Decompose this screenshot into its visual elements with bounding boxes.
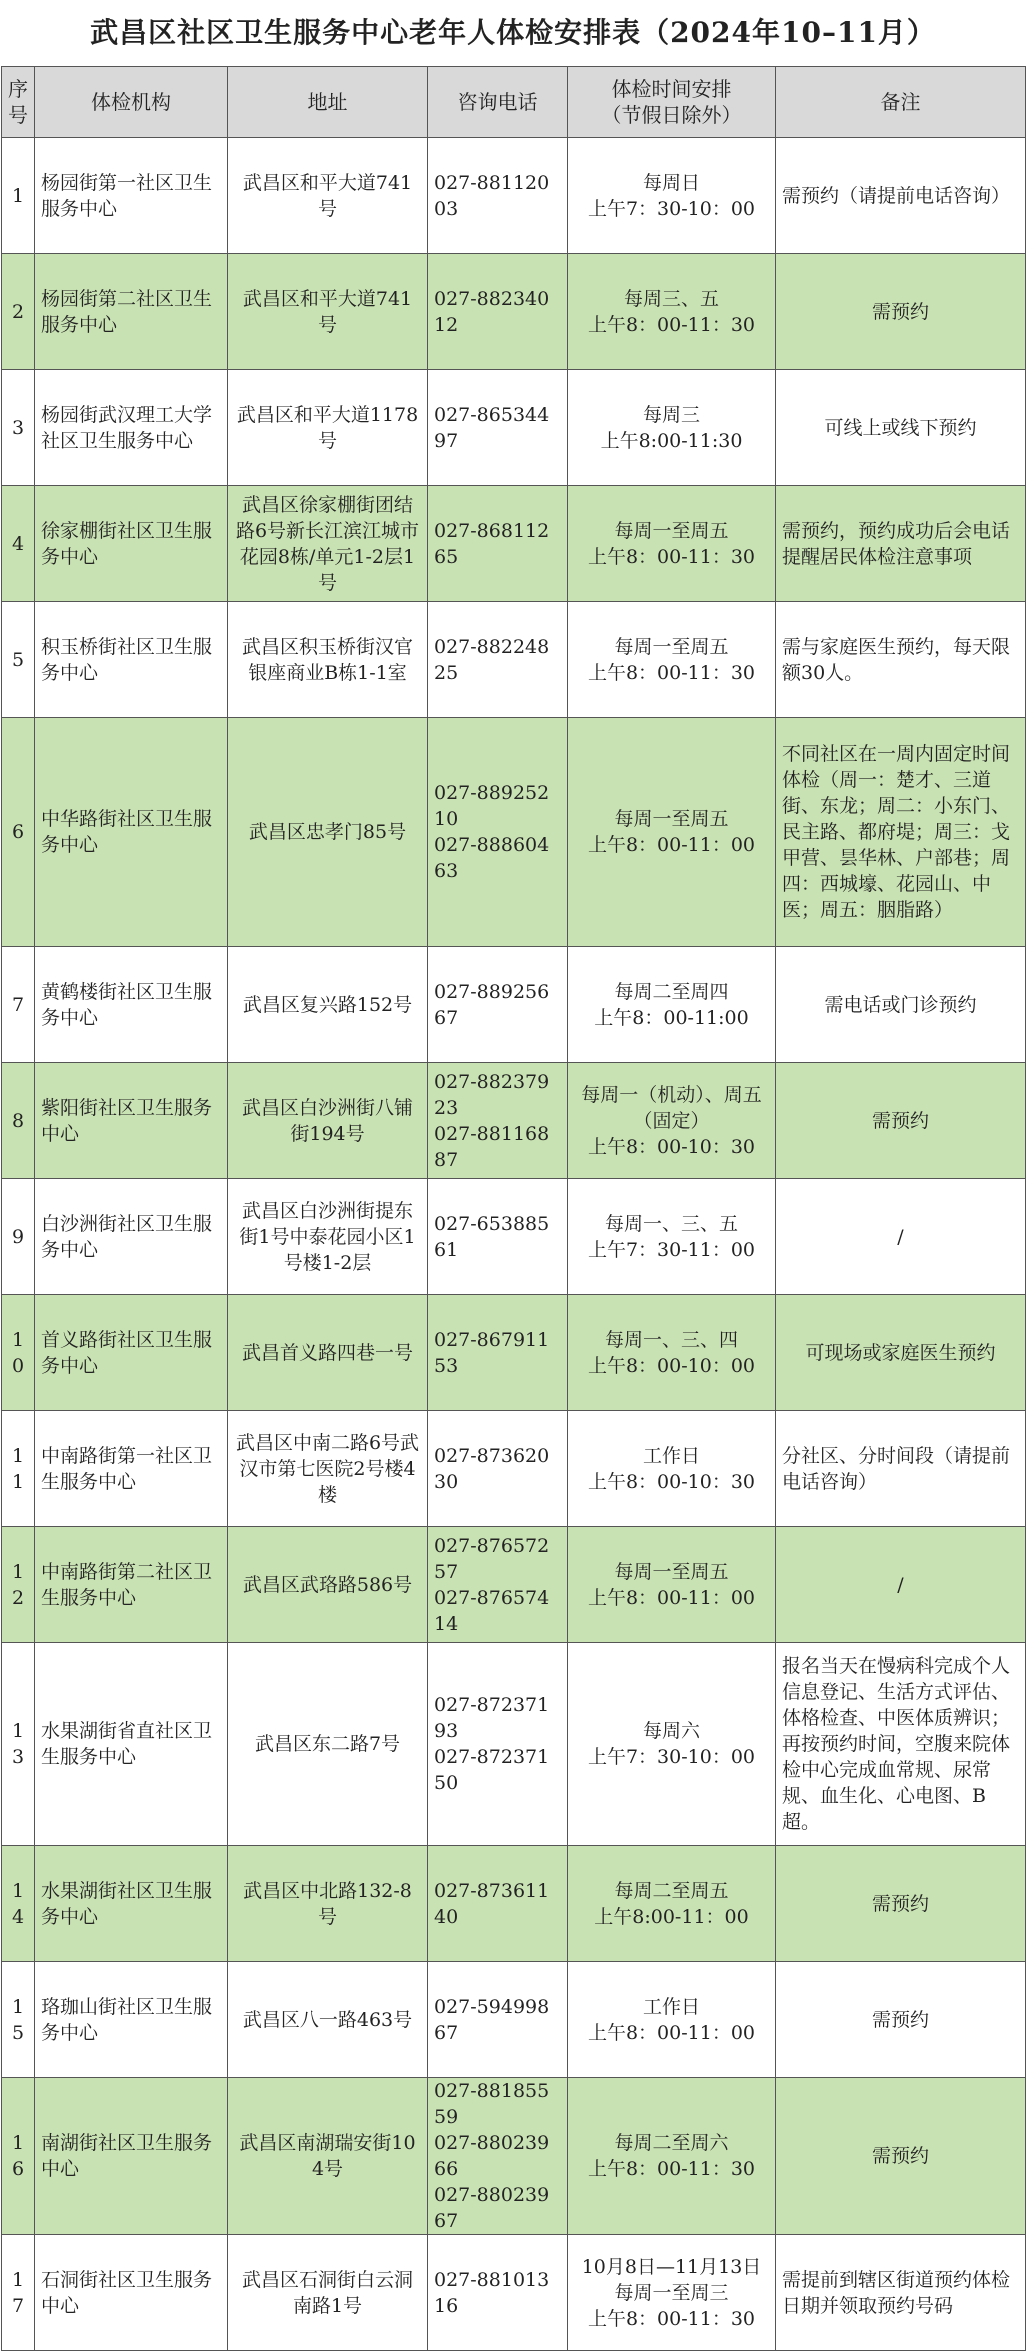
cell-seq: 4 [2, 486, 35, 602]
phone-number: 027-88116887 [434, 1122, 550, 1171]
cell-time [568, 254, 776, 370]
cell-org: 杨园街武汉理工大学社区卫生服务中心 [35, 370, 228, 486]
cell-address: 武昌区八一路463号 [228, 1962, 428, 2078]
cell-org: 水果湖街省直社区卫生服务中心 [35, 1643, 228, 1846]
table-row [2, 254, 1026, 370]
time-line: 上午7：30-11：00 [587, 1238, 756, 1261]
table-row [2, 947, 1026, 1063]
time-line: 每周一（机动）、周五（固定） [581, 1083, 762, 1132]
time-line: 每周一至周五 [614, 635, 729, 658]
cell-time [568, 947, 776, 1063]
time-line: 上午8：00-10：00 [587, 1354, 756, 1377]
cell-phone [428, 1295, 568, 1411]
cell-org: 黄鹤楼街社区卫生服务中心 [35, 947, 228, 1063]
cell-time [568, 1527, 776, 1643]
table-row [2, 370, 1026, 486]
cell-seq: 11 [2, 1411, 35, 1527]
cell-time [568, 602, 776, 718]
cell-phone [428, 254, 568, 370]
cell-address: 武昌区南湖瑞安街104号 [228, 2078, 428, 2235]
cell-phone [428, 486, 568, 602]
phone-number: 027-88185559 [434, 2080, 550, 2128]
table-row [2, 2235, 1026, 2351]
cell-time [568, 2078, 776, 2235]
cell-address: 武昌区和平大道741号 [228, 254, 428, 370]
phone-number: 027-88234012 [434, 287, 550, 336]
cell-address: 武昌区武珞路586号 [228, 1527, 428, 1643]
header-time-line2: （节假日除外） [601, 103, 742, 127]
phone-number: 027-65388561 [434, 1212, 550, 1261]
table-row [2, 1179, 1026, 1295]
cell-phone [428, 1411, 568, 1527]
cell-seq: 1 [2, 138, 35, 254]
cell-time [568, 1643, 776, 1846]
cell-address: 武昌区白沙洲街提东街1号中泰花园小区1号楼1-2层 [228, 1179, 428, 1295]
phone-number: 027-88023966 [434, 2132, 550, 2180]
cell-phone [428, 2235, 568, 2351]
cell-org: 中南路街第一社区卫生服务中心 [35, 1411, 228, 1527]
cell-phone [428, 370, 568, 486]
cell-note: 报名当天在慢病科完成个人信息登记、生活方式评估、体格检查、中医体质辨识；再按预约时间，空腹来院体检中心完成血常规、尿常规、血生化、心电图、B超。 [776, 1643, 1026, 1846]
time-line: 每周二至周六 [614, 2132, 729, 2154]
phone-number: 027-88023967 [434, 2184, 550, 2232]
cell-time [568, 2235, 776, 2351]
cell-note: 需与家庭医生预约，每天限额30人。 [776, 602, 1026, 718]
header-note: 备注 [776, 67, 1026, 138]
time-line: 工作日 [642, 1995, 700, 2018]
cell-time [568, 1411, 776, 1527]
phone-number: 027-87657257 [434, 1534, 550, 1583]
phone-number: 027-87361140 [434, 1879, 550, 1928]
time-line: 每周六 [642, 1720, 700, 1742]
cell-time [568, 370, 776, 486]
phone-number: 027-87237150 [434, 1746, 550, 1794]
header-org: 体检机构 [35, 67, 228, 138]
table-row [2, 602, 1026, 718]
cell-seq: 17 [2, 2235, 35, 2351]
time-line: 上午8:00-11:30 [600, 429, 743, 452]
cell-seq: 12 [2, 1527, 35, 1643]
cell-phone [428, 1962, 568, 2078]
cell-seq: 9 [2, 1179, 35, 1295]
cell-seq: 13 [2, 1643, 35, 1846]
phone-number: 027-88925667 [434, 980, 550, 1029]
cell-address: 武昌区白沙洲街八铺街194号 [228, 1063, 428, 1179]
phone-number: 027-86791153 [434, 1328, 550, 1377]
time-line: 每周一、三、四 [604, 1328, 738, 1351]
cell-address: 武昌区中北路132-8号 [228, 1846, 428, 1962]
time-line: 每周一至周五 [614, 519, 729, 542]
phone-number: 027-87237193 [434, 1694, 550, 1742]
cell-address: 武昌区忠孝门85号 [228, 718, 428, 947]
cell-address: 武昌区和平大道741号 [228, 138, 428, 254]
cell-address: 武昌区中南二路6号武汉市第七医院2号楼4楼 [228, 1411, 428, 1527]
cell-note: 不同社区在一周内固定时间体检（周一：楚才、三道街、东龙；周二：小东门、民主路、都府堤；周三：戈甲营、昙华林、户部巷；周四：西城壕、花园山、中医；周五：胭脂路） [776, 718, 1026, 947]
cell-seq: 14 [2, 1846, 35, 1962]
time-line: 上午8：00-11：30 [587, 2307, 756, 2330]
time-line: 上午8：00-11：30 [587, 2158, 756, 2180]
cell-note: / [776, 1527, 1026, 1643]
header-address: 地址 [228, 67, 428, 138]
cell-org: 石洞街社区卫生服务中心 [35, 2235, 228, 2351]
cell-seq: 3 [2, 370, 35, 486]
cell-org: 中南路街第二社区卫生服务中心 [35, 1527, 228, 1643]
cell-note: 需提前到辖区街道预约体检日期并领取预约号码 [776, 2235, 1026, 2351]
time-line: 上午8：00-10：30 [587, 1470, 756, 1493]
cell-phone [428, 1846, 568, 1962]
cell-address: 武昌区复兴路152号 [228, 947, 428, 1063]
time-line: 上午8：00-11：30 [587, 545, 756, 568]
cell-org: 南湖街社区卫生服务中心 [35, 2078, 228, 2235]
cell-seq: 6 [2, 718, 35, 947]
phone-number: 027-87657414 [434, 1586, 550, 1635]
table-row [2, 486, 1026, 602]
time-line: 上午8：00-11：00 [587, 1586, 756, 1609]
cell-seq: 8 [2, 1063, 35, 1179]
table-row [2, 718, 1026, 947]
cell-org: 首义路街社区卫生服务中心 [35, 1295, 228, 1411]
cell-time [568, 486, 776, 602]
cell-seq: 7 [2, 947, 35, 1063]
time-line: 上午7：30-10：00 [587, 197, 756, 220]
table-row [2, 138, 1026, 254]
cell-org: 杨园街第一社区卫生服务中心 [35, 138, 228, 254]
cell-note: 需预约 [776, 254, 1026, 370]
time-line: 上午8:00-11：00 [594, 1905, 749, 1928]
cell-note: 可现场或家庭医生预约 [776, 1295, 1026, 1411]
cell-time [568, 1846, 776, 1962]
cell-note: 需预约 [776, 1962, 1026, 2078]
cell-time [568, 1295, 776, 1411]
phone-number: 027-86811265 [434, 519, 550, 568]
table-row [2, 1411, 1026, 1527]
time-line: 每周三、五 [623, 287, 719, 310]
page-title: 武昌区社区卫生服务中心老年人体检安排表（2024年10–11月） [90, 16, 936, 49]
time-line: 每周一至周五 [614, 808, 729, 830]
cell-org: 白沙洲街社区卫生服务中心 [35, 1179, 228, 1295]
header-row [2, 67, 1026, 138]
time-line: 上午8：00-11:00 [594, 1006, 749, 1029]
cell-phone [428, 718, 568, 947]
time-line: 每周一、三、五 [604, 1212, 738, 1235]
cell-seq: 16 [2, 2078, 35, 2235]
schedule-table [1, 66, 1026, 2351]
cell-org: 珞珈山街社区卫生服务中心 [35, 1962, 228, 2078]
cell-note: 可线上或线下预约 [776, 370, 1026, 486]
cell-org: 积玉桥街社区卫生服务中心 [35, 602, 228, 718]
cell-address: 武昌区东二路7号 [228, 1643, 428, 1846]
time-line: 上午8：00-11：00 [587, 2021, 756, 2044]
table-row [2, 1295, 1026, 1411]
cell-note: 需预约，预约成功后会电话提醒居民体检注意事项 [776, 486, 1026, 602]
cell-phone [428, 2078, 568, 2235]
table-row [2, 1063, 1026, 1179]
cell-seq: 15 [2, 1962, 35, 2078]
cell-phone [428, 947, 568, 1063]
header-phone: 咨询电话 [428, 67, 568, 138]
cell-seq: 2 [2, 254, 35, 370]
cell-note: 需预约 [776, 1063, 1026, 1179]
cell-time [568, 1063, 776, 1179]
cell-phone [428, 1527, 568, 1643]
time-line: 每周三 [642, 403, 700, 426]
time-line: 工作日 [642, 1444, 700, 1467]
cell-org: 杨园街第二社区卫生服务中心 [35, 254, 228, 370]
phone-number: 027-59499867 [434, 1995, 550, 2044]
table-row [2, 1846, 1026, 1962]
table-row [2, 1643, 1026, 1846]
cell-seq: 5 [2, 602, 35, 718]
phone-number: 027-88224825 [434, 635, 550, 684]
table-row [2, 1962, 1026, 2078]
cell-address: 武昌首义路四巷一号 [228, 1295, 428, 1411]
phone-number: 027-88112003 [434, 171, 550, 220]
cell-org: 紫阳街社区卫生服务中心 [35, 1063, 228, 1179]
cell-seq: 10 [2, 1295, 35, 1411]
cell-address: 武昌区积玉桥街汉官银座商业B栋1-1室 [228, 602, 428, 718]
table-row [2, 1527, 1026, 1643]
cell-note: 需预约 [776, 2078, 1026, 2235]
cell-time [568, 718, 776, 947]
cell-org: 水果湖街社区卫生服务中心 [35, 1846, 228, 1962]
header-seq: 序号 [2, 67, 35, 138]
table-row [2, 2078, 1026, 2235]
time-line: 10月8日—11月13日 [581, 2255, 762, 2278]
phone-number: 027-88237923 [434, 1070, 550, 1119]
phone-number: 027-88860463 [434, 834, 550, 882]
cell-address: 武昌区徐家棚街团结路6号新长江滨江城市花园8栋/单元1-2层1号 [228, 486, 428, 602]
cell-phone [428, 138, 568, 254]
time-line: 上午8：00-11：00 [587, 834, 756, 856]
cell-note: 需预约 [776, 1846, 1026, 1962]
time-line: 每周二至周四 [614, 980, 729, 1003]
time-line: 上午7：30-10：00 [587, 1746, 756, 1768]
cell-time [568, 138, 776, 254]
cell-phone [428, 1643, 568, 1846]
header-time-line1: 体检时间安排 [611, 77, 732, 101]
phone-number: 027-86534497 [434, 403, 550, 452]
cell-org: 中华路街社区卫生服务中心 [35, 718, 228, 947]
phone-number: 027-87362030 [434, 1444, 550, 1493]
time-line: 每周日 [642, 171, 700, 194]
time-line: 每周一至周五 [614, 1560, 729, 1583]
time-line: 上午8：00-11：30 [587, 313, 756, 336]
cell-time [568, 1179, 776, 1295]
cell-phone [428, 1179, 568, 1295]
time-line: 上午8：00-10：30 [587, 1135, 756, 1158]
cell-org: 徐家棚街社区卫生服务中心 [35, 486, 228, 602]
phone-number: 027-88101316 [434, 2268, 550, 2317]
cell-phone [428, 1063, 568, 1179]
cell-time [568, 1962, 776, 2078]
cell-note: 分社区、分时间段（请提前电话咨询） [776, 1411, 1026, 1527]
cell-note: 需电话或门诊预约 [776, 947, 1026, 1063]
cell-phone [428, 602, 568, 718]
time-line: 每周二至周五 [614, 1879, 729, 1902]
cell-address: 武昌区石洞街白云洞南路1号 [228, 2235, 428, 2351]
cell-address: 武昌区和平大道1178号 [228, 370, 428, 486]
time-line: 上午8：00-11：30 [587, 661, 756, 684]
cell-note: / [776, 1179, 1026, 1295]
header-time [568, 67, 776, 138]
cell-note: 需预约（请提前电话咨询） [776, 138, 1026, 254]
time-line: 每周一至周三 [614, 2281, 729, 2304]
phone-number: 027-88925210 [434, 782, 550, 830]
